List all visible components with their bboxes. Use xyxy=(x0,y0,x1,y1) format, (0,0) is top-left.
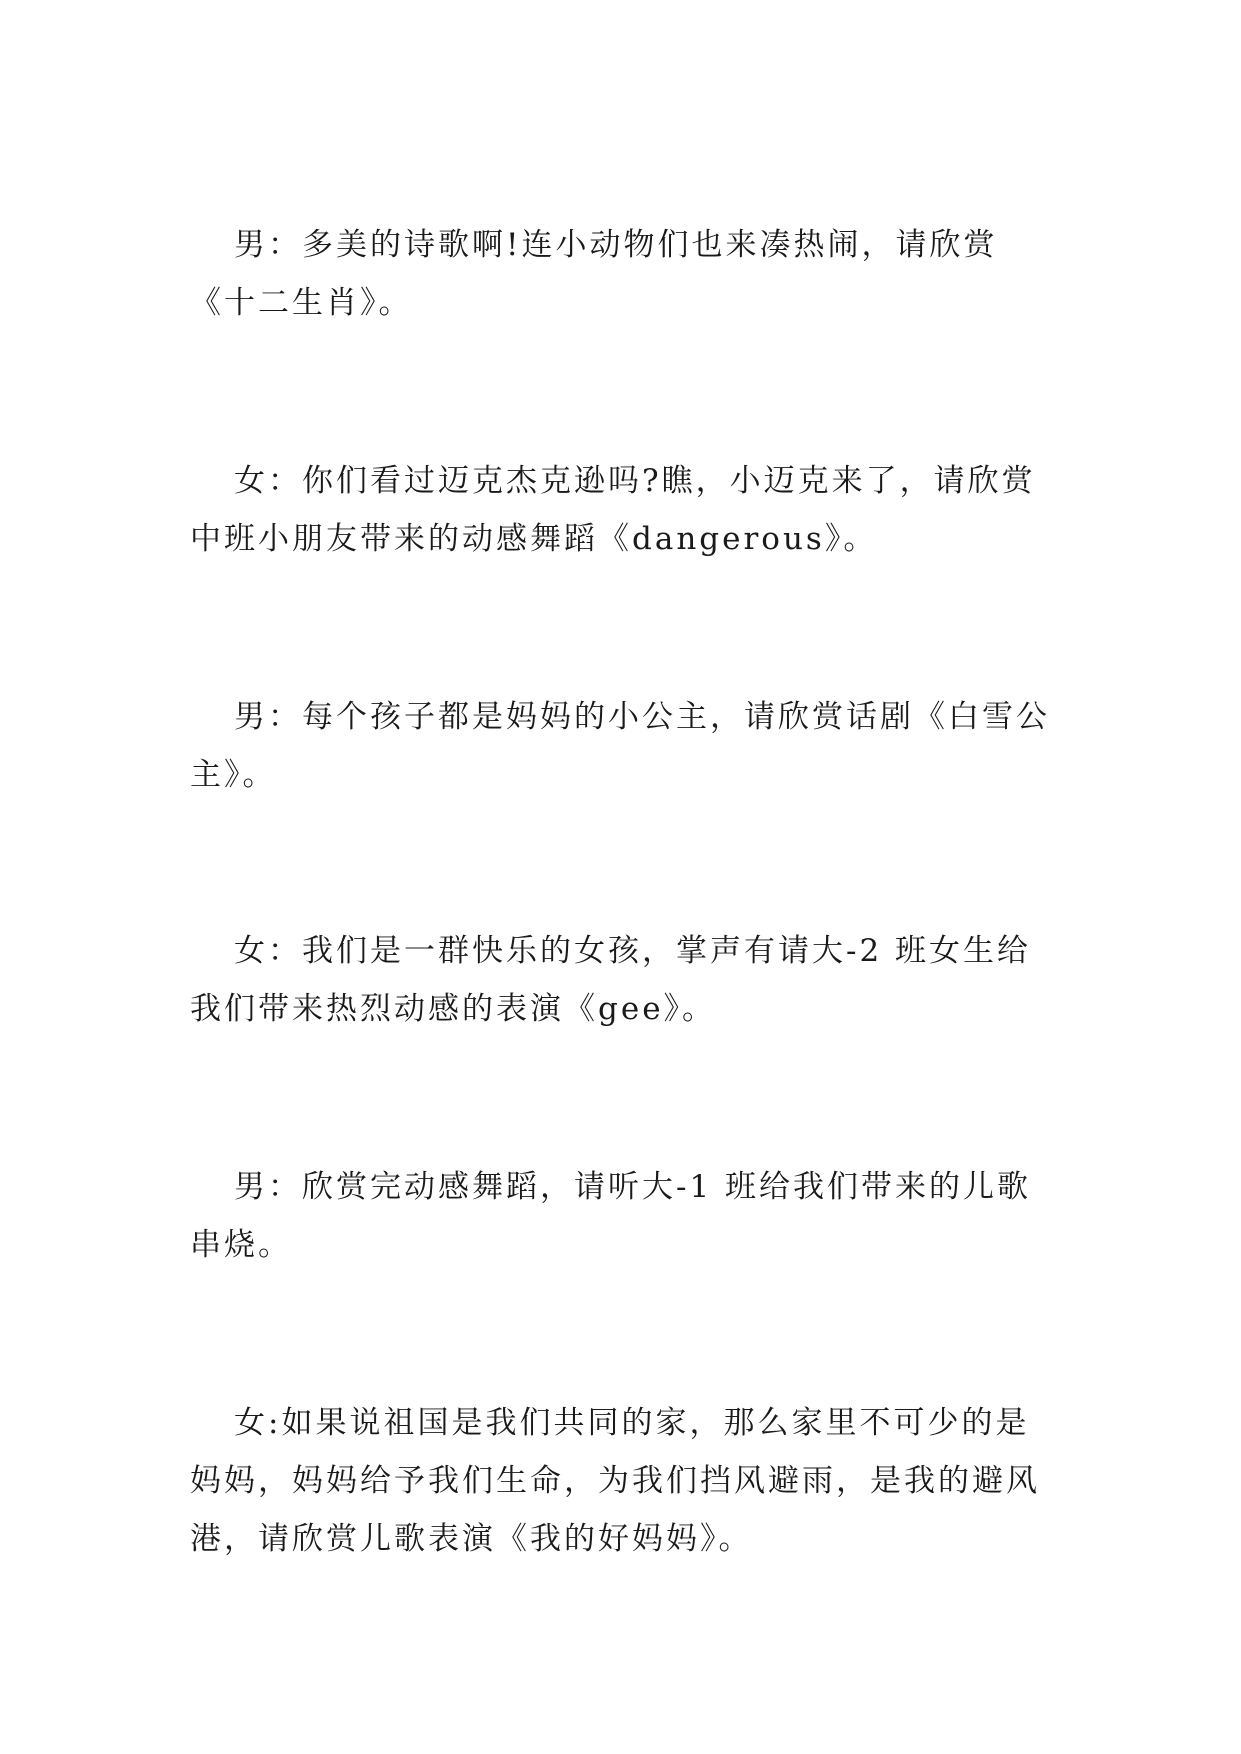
dialogue-paragraph: 男：多美的诗歌啊!连小动物们也来凑热闹，请欣赏《十二生肖》。 xyxy=(190,227,998,321)
dialogue-paragraph: 男：欣赏完动感舞蹈，请听大-1 班给我们带来的儿歌串烧。 xyxy=(190,1169,1032,1263)
dialogue-paragraph: 女：我们是一群快乐的女孩，掌声有请大-2 班女生给我们带来热烈动感的表演《gee》。 xyxy=(190,933,1032,1027)
dialogue-paragraph: 女:如果说祖国是我们共同的家，那么家里不可少的是妈妈，妈妈给予我们生命，为我们挡风避雨，是我的避风港，请欣赏儿歌表演《我的好妈妈》。 xyxy=(190,1405,1040,1557)
dialogue-paragraph: 男：每个孩子都是妈妈的小公主，请欣赏话剧《白雪公主》。 xyxy=(190,699,1050,793)
dialogue-paragraph: 女：你们看过迈克杰克逊吗?瞧，小迈克来了，请欣赏中班小朋友带来的动感舞蹈《dangerous》。 xyxy=(190,463,1036,557)
